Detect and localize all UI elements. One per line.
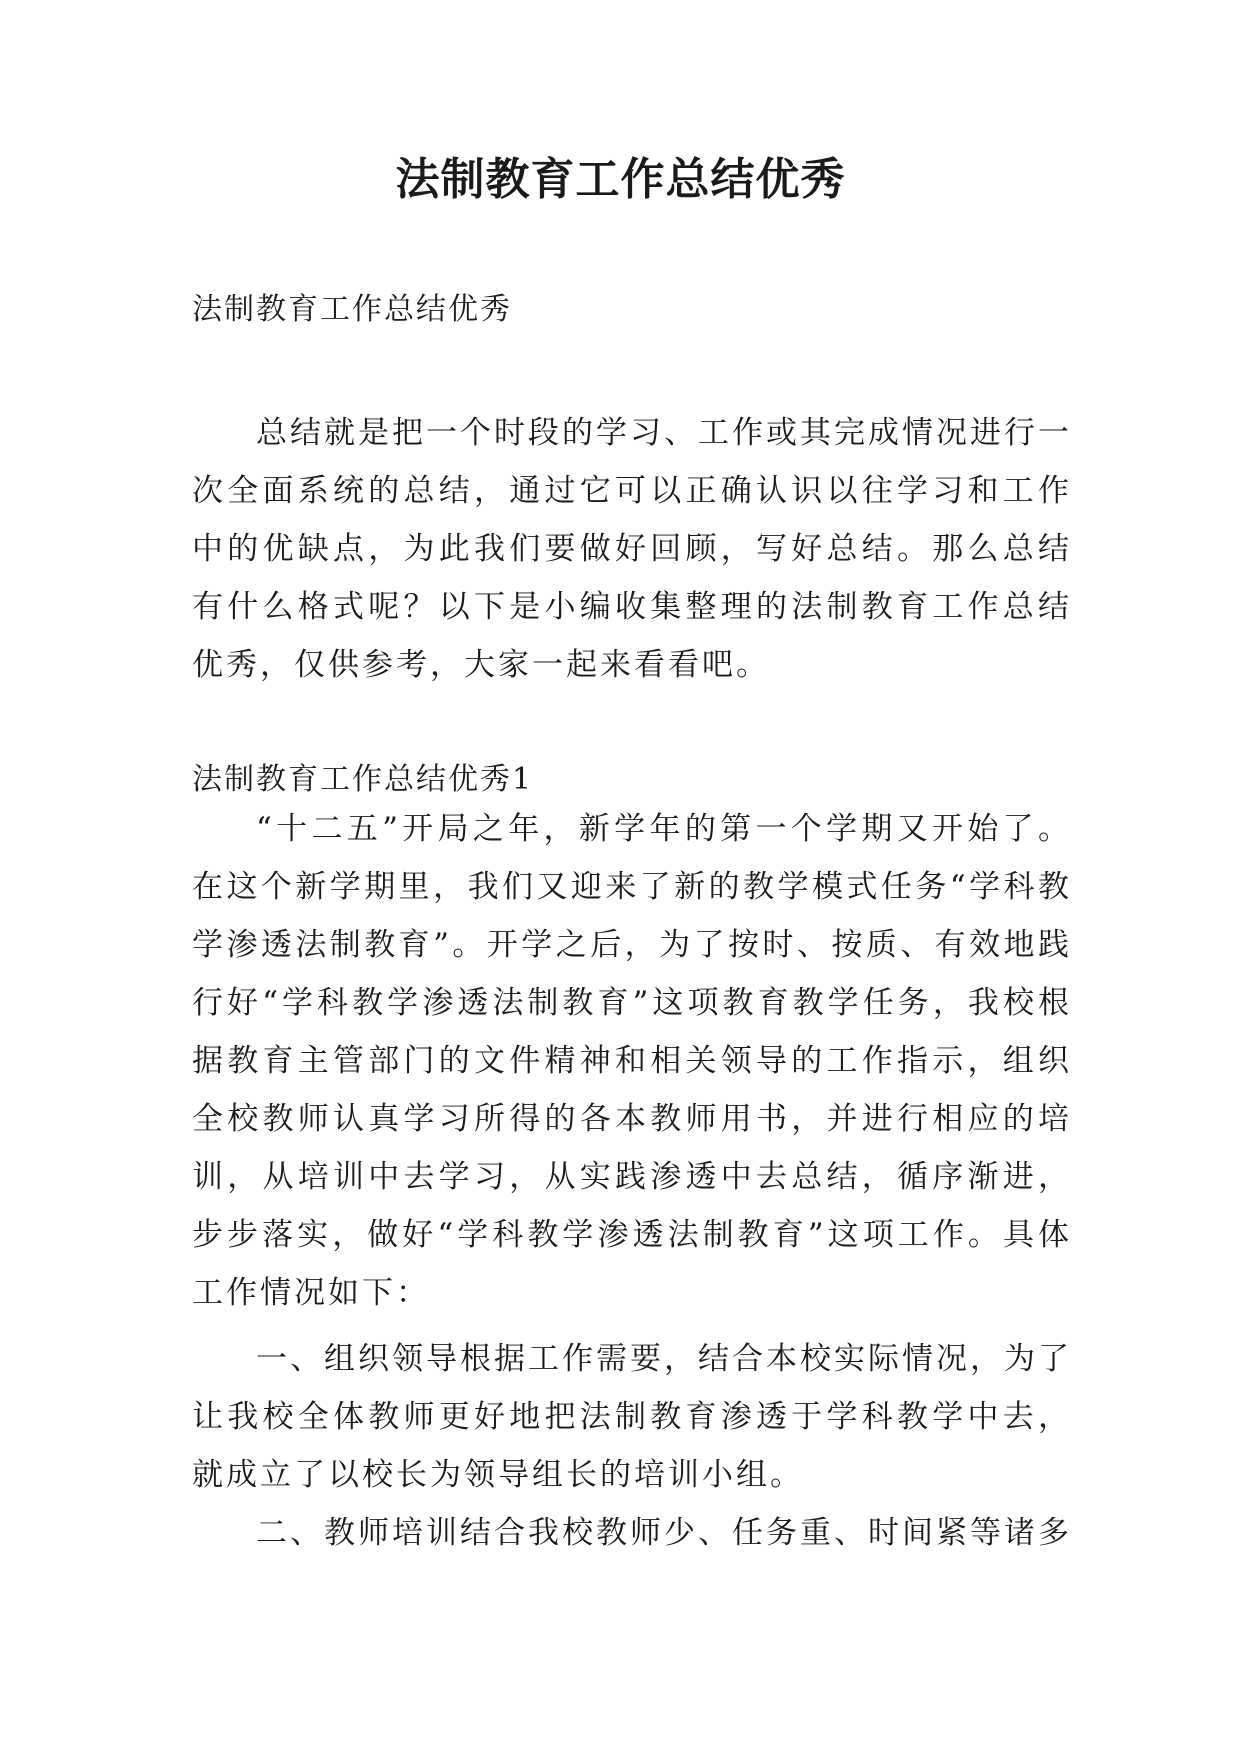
section-heading: 法制教育工作总结优秀1: [192, 762, 534, 797]
intro-paragraph: 总结就是把一个时段的学习、工作或其完成情况进行一次全面系统的总结，通过它可以正确认识以往学习和工作中的优缺点，为此我们要做好回顾，写好总结。那么总结有什么格式呢？以下是小编收集整理的法制教育工作总结优秀，仅供参考，大家一起来看看吧。: [192, 415, 1072, 683]
body-paragraph: 一、组织领导根据工作需要，结合本校实际情况，为了让我校全体教师更好地把法制教育渗透于学科教学中去，就成立了以校长为领导组长的培训小组。: [192, 1341, 1072, 1493]
body-paragraph: “十二五”开局之年，新学年的第一个学期又开始了。在这个新学期里，我们又迎来了新的教学模式任务“学科教学渗透法制教育”。开学之后，为了按时、按质、有效地践行好“学科教学渗透法制教育”这项教育教学任务，我校根据教育主管部门的文件精神和相关领导的工作指示，组织全校教师认真学习所得的各本教师用书，并进行相应的培训，从培训中去学习，从实践渗透中去总结，循序渐进，步步落实，做好“学科教学渗透法制教育”这项工作。具体工作情况如下：: [192, 811, 1072, 1311]
document-title: 法制教育工作总结优秀: [395, 154, 846, 205]
document-subtitle: 法制教育工作总结优秀: [192, 292, 512, 327]
body-paragraph: 二、教师培训结合我校教师少、任务重、时间紧等诸多: [256, 1515, 1072, 1551]
